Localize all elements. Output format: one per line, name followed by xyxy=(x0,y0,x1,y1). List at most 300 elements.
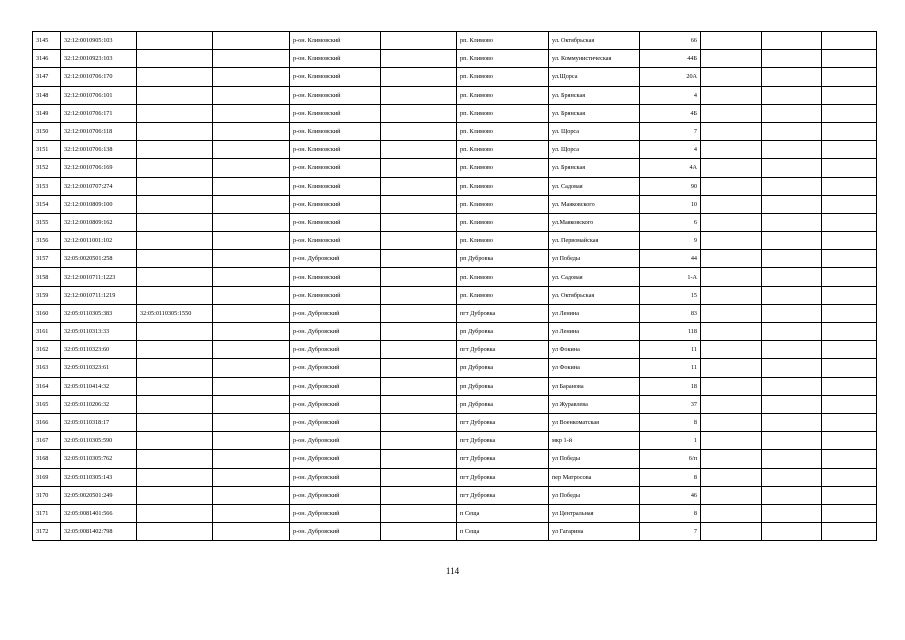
house-number-cell: 7 xyxy=(640,523,701,541)
house-number-cell: 1-А xyxy=(640,268,701,286)
empty-cell xyxy=(701,159,762,177)
house-number-cell: 66 xyxy=(640,32,701,50)
cadastral-number-cell: 32:12:0010905:103 xyxy=(61,32,137,50)
district-cell: р-он. Дубровский xyxy=(290,504,381,522)
street-cell: ул. Октябрьская xyxy=(549,286,640,304)
parent-cadastral-number-cell xyxy=(137,159,213,177)
row-number-cell: 3146 xyxy=(33,50,61,68)
house-number-cell: 15 xyxy=(640,286,701,304)
parent-cadastral-number-cell xyxy=(137,195,213,213)
cadastral-number-cell: 32:05:0020501:258 xyxy=(61,250,137,268)
parent-cadastral-number-cell xyxy=(137,213,213,231)
empty-cell xyxy=(822,286,877,304)
row-number-cell: 3154 xyxy=(33,195,61,213)
row-number-cell: 3164 xyxy=(33,377,61,395)
table-row xyxy=(33,395,877,413)
district-cell: р-он. Климовский xyxy=(290,104,381,122)
street-cell: ул Баранова xyxy=(549,377,640,395)
empty-cell xyxy=(701,195,762,213)
row-number-cell: 3165 xyxy=(33,395,61,413)
district-cell: р-он. Климовский xyxy=(290,32,381,50)
row-number-cell: 3170 xyxy=(33,486,61,504)
empty-cell xyxy=(822,141,877,159)
empty-cell xyxy=(213,341,290,359)
empty-cell xyxy=(762,432,822,450)
settlement-cell: рп. Климово xyxy=(457,177,549,195)
settlement-cell: пгт Дубровка xyxy=(457,450,549,468)
cadastral-number-cell: 32:05:0081402:798 xyxy=(61,523,137,541)
house-number-cell: 6 xyxy=(640,213,701,231)
empty-cell xyxy=(381,141,457,159)
cadastral-number-cell: 32:05:0110323:60 xyxy=(61,341,137,359)
empty-cell xyxy=(381,68,457,86)
row-number-cell: 3155 xyxy=(33,213,61,231)
empty-cell xyxy=(701,232,762,250)
settlement-cell: рп. Климово xyxy=(457,50,549,68)
house-number-cell: 83 xyxy=(640,304,701,322)
empty-cell xyxy=(213,104,290,122)
street-cell: ул Победы xyxy=(549,450,640,468)
street-cell: ул Журавлева xyxy=(549,395,640,413)
empty-cell xyxy=(701,377,762,395)
row-number-cell: 3151 xyxy=(33,141,61,159)
table-row xyxy=(33,159,877,177)
empty-cell xyxy=(762,141,822,159)
settlement-cell: рп. Климово xyxy=(457,86,549,104)
empty-cell xyxy=(381,250,457,268)
district-cell: р-он. Дубровский xyxy=(290,523,381,541)
empty-cell xyxy=(381,50,457,68)
empty-cell xyxy=(213,68,290,86)
parent-cadastral-number-cell xyxy=(137,523,213,541)
settlement-cell: рп. Климово xyxy=(457,268,549,286)
table-row xyxy=(33,68,877,86)
settlement-cell: рп. Климово xyxy=(457,141,549,159)
parent-cadastral-number-cell xyxy=(137,86,213,104)
house-number-cell: 4 xyxy=(640,141,701,159)
empty-cell xyxy=(381,159,457,177)
parent-cadastral-number-cell xyxy=(137,413,213,431)
district-cell: р-он. Дубровский xyxy=(290,468,381,486)
district-cell: р-он. Дубровский xyxy=(290,304,381,322)
empty-cell xyxy=(381,122,457,140)
empty-cell xyxy=(762,122,822,140)
house-number-cell: 44 xyxy=(640,250,701,268)
empty-cell xyxy=(701,50,762,68)
row-number-cell: 3171 xyxy=(33,504,61,522)
page-number: 114 xyxy=(445,566,460,576)
street-cell: ул. Маяковского xyxy=(549,195,640,213)
district-cell: р-он. Климовский xyxy=(290,177,381,195)
empty-cell xyxy=(822,268,877,286)
district-cell: р-он. Дубровский xyxy=(290,486,381,504)
table-row xyxy=(33,141,877,159)
empty-cell xyxy=(701,286,762,304)
empty-cell xyxy=(822,359,877,377)
empty-cell xyxy=(701,268,762,286)
table-row xyxy=(33,432,877,450)
empty-cell xyxy=(701,304,762,322)
empty-cell xyxy=(762,377,822,395)
settlement-cell: пгт Дубровка xyxy=(457,486,549,504)
empty-cell xyxy=(213,141,290,159)
empty-cell xyxy=(822,395,877,413)
empty-cell xyxy=(701,341,762,359)
empty-cell xyxy=(381,104,457,122)
empty-cell xyxy=(701,104,762,122)
empty-cell xyxy=(762,50,822,68)
district-cell: р-он. Дубровский xyxy=(290,413,381,431)
settlement-cell: пгт Дубровка xyxy=(457,304,549,322)
empty-cell xyxy=(762,232,822,250)
empty-cell xyxy=(822,304,877,322)
empty-cell xyxy=(381,450,457,468)
empty-cell xyxy=(213,286,290,304)
settlement-cell: п Сеща xyxy=(457,504,549,522)
settlement-cell: пгт Дубровка xyxy=(457,341,549,359)
empty-cell xyxy=(381,432,457,450)
table-row xyxy=(33,232,877,250)
empty-cell xyxy=(381,359,457,377)
empty-cell xyxy=(381,504,457,522)
empty-cell xyxy=(381,86,457,104)
street-cell: ул Центральная xyxy=(549,504,640,522)
cadastral-number-cell: 32:05:0110305:143 xyxy=(61,468,137,486)
row-number-cell: 3158 xyxy=(33,268,61,286)
house-number-cell: 18 xyxy=(640,377,701,395)
empty-cell xyxy=(213,377,290,395)
row-number-cell: 3172 xyxy=(33,523,61,541)
district-cell: р-он. Климовский xyxy=(290,141,381,159)
house-number-cell: 37 xyxy=(640,395,701,413)
cadastral-number-cell: 32:05:0110305:762 xyxy=(61,450,137,468)
empty-cell xyxy=(701,486,762,504)
parent-cadastral-number-cell xyxy=(137,250,213,268)
empty-cell xyxy=(762,468,822,486)
row-number-cell: 3145 xyxy=(33,32,61,50)
empty-cell xyxy=(822,250,877,268)
row-number-cell: 3162 xyxy=(33,341,61,359)
street-cell: ул. Брянская xyxy=(549,86,640,104)
empty-cell xyxy=(822,32,877,50)
table-row xyxy=(33,86,877,104)
house-number-cell: 8 xyxy=(640,468,701,486)
empty-cell xyxy=(762,86,822,104)
empty-cell xyxy=(701,323,762,341)
cadastral-number-cell: 32:05:0110206:32 xyxy=(61,395,137,413)
empty-cell xyxy=(762,32,822,50)
street-cell: ул Военкоматская xyxy=(549,413,640,431)
empty-cell xyxy=(701,450,762,468)
empty-cell xyxy=(213,86,290,104)
row-number-cell: 3152 xyxy=(33,159,61,177)
empty-cell xyxy=(701,177,762,195)
parent-cadastral-number-cell xyxy=(137,486,213,504)
empty-cell xyxy=(762,213,822,231)
settlement-cell: п Сеща xyxy=(457,523,549,541)
street-cell: ул Ленина xyxy=(549,323,640,341)
empty-cell xyxy=(701,468,762,486)
district-cell: р-он. Климовский xyxy=(290,159,381,177)
street-cell: ул.Маяковского xyxy=(549,213,640,231)
empty-cell xyxy=(822,504,877,522)
parent-cadastral-number-cell xyxy=(137,504,213,522)
settlement-cell: рп. Климово xyxy=(457,195,549,213)
district-cell: р-он. Дубровский xyxy=(290,359,381,377)
registry-table xyxy=(32,31,877,541)
empty-cell xyxy=(381,341,457,359)
house-number-cell: 118 xyxy=(640,323,701,341)
row-number-cell: 3167 xyxy=(33,432,61,450)
empty-cell xyxy=(822,377,877,395)
table-row xyxy=(33,523,877,541)
empty-cell xyxy=(822,177,877,195)
district-cell: р-он. Дубровский xyxy=(290,432,381,450)
empty-cell xyxy=(822,523,877,541)
empty-cell xyxy=(762,395,822,413)
street-cell: ул Гагарина xyxy=(549,523,640,541)
settlement-cell: рп. Климово xyxy=(457,104,549,122)
table-row xyxy=(33,32,877,50)
table-row xyxy=(33,177,877,195)
empty-cell xyxy=(762,195,822,213)
empty-cell xyxy=(381,413,457,431)
table-row xyxy=(33,122,877,140)
parent-cadastral-number-cell xyxy=(137,286,213,304)
empty-cell xyxy=(762,286,822,304)
row-number-cell: 3160 xyxy=(33,304,61,322)
house-number-cell: 8 xyxy=(640,413,701,431)
empty-cell xyxy=(822,232,877,250)
empty-cell xyxy=(381,268,457,286)
empty-cell xyxy=(213,413,290,431)
settlement-cell: рп. Климово xyxy=(457,68,549,86)
street-cell: ул Фокина xyxy=(549,359,640,377)
settlement-cell: пгт Дубровка xyxy=(457,432,549,450)
table-row xyxy=(33,104,877,122)
district-cell: р-он. Дубровский xyxy=(290,341,381,359)
settlement-cell: рп Дубровка xyxy=(457,377,549,395)
empty-cell xyxy=(213,122,290,140)
house-number-cell: 9 xyxy=(640,232,701,250)
empty-cell xyxy=(381,486,457,504)
empty-cell xyxy=(701,432,762,450)
empty-cell xyxy=(381,286,457,304)
table-row xyxy=(33,286,877,304)
table-row xyxy=(33,50,877,68)
settlement-cell: пгт Дубровка xyxy=(457,413,549,431)
table-row xyxy=(33,486,877,504)
empty-cell xyxy=(381,213,457,231)
row-number-cell: 3166 xyxy=(33,413,61,431)
empty-cell xyxy=(381,377,457,395)
parent-cadastral-number-cell xyxy=(137,141,213,159)
row-number-cell: 3163 xyxy=(33,359,61,377)
table-row xyxy=(33,323,877,341)
empty-cell xyxy=(822,341,877,359)
cadastral-number-cell: 32:12:0010711:1219 xyxy=(61,286,137,304)
district-cell: р-он. Климовский xyxy=(290,213,381,231)
district-cell: р-он. Дубровский xyxy=(290,450,381,468)
settlement-cell: рп. Климово xyxy=(457,213,549,231)
street-cell: ул. Коммунистическая xyxy=(549,50,640,68)
table-row xyxy=(33,341,877,359)
street-cell: пер Матросова xyxy=(549,468,640,486)
parent-cadastral-number-cell xyxy=(137,104,213,122)
empty-cell xyxy=(213,450,290,468)
empty-cell xyxy=(762,323,822,341)
empty-cell xyxy=(822,50,877,68)
empty-cell xyxy=(701,504,762,522)
district-cell: р-он. Климовский xyxy=(290,268,381,286)
house-number-cell: 11 xyxy=(640,341,701,359)
empty-cell xyxy=(213,504,290,522)
table-row xyxy=(33,413,877,431)
empty-cell xyxy=(822,432,877,450)
empty-cell xyxy=(822,413,877,431)
empty-cell xyxy=(762,250,822,268)
row-number-cell: 3148 xyxy=(33,86,61,104)
settlement-cell: рп. Климово xyxy=(457,32,549,50)
empty-cell xyxy=(762,450,822,468)
parent-cadastral-number-cell xyxy=(137,341,213,359)
empty-cell xyxy=(213,432,290,450)
empty-cell xyxy=(822,104,877,122)
table-row xyxy=(33,304,877,322)
parent-cadastral-number-cell xyxy=(137,450,213,468)
empty-cell xyxy=(213,32,290,50)
house-number-cell: 4 xyxy=(640,86,701,104)
table-row xyxy=(33,504,877,522)
row-number-cell: 3150 xyxy=(33,122,61,140)
parent-cadastral-number-cell xyxy=(137,122,213,140)
settlement-cell: рп Дубровка xyxy=(457,323,549,341)
street-cell: ул Фокина xyxy=(549,341,640,359)
empty-cell xyxy=(213,395,290,413)
house-number-cell: 44Б xyxy=(640,50,701,68)
empty-cell xyxy=(381,468,457,486)
parent-cadastral-number-cell xyxy=(137,268,213,286)
district-cell: р-он. Климовский xyxy=(290,122,381,140)
cadastral-number-cell: 32:12:0010706:101 xyxy=(61,86,137,104)
empty-cell xyxy=(822,213,877,231)
empty-cell xyxy=(762,486,822,504)
district-cell: р-он. Климовский xyxy=(290,195,381,213)
empty-cell xyxy=(213,268,290,286)
empty-cell xyxy=(213,250,290,268)
empty-cell xyxy=(762,177,822,195)
empty-cell xyxy=(701,359,762,377)
empty-cell xyxy=(381,195,457,213)
empty-cell xyxy=(762,359,822,377)
empty-cell xyxy=(762,523,822,541)
cadastral-number-cell: 32:05:0110305:383 xyxy=(61,304,137,322)
cadastral-number-cell: 32:05:0081401:566 xyxy=(61,504,137,522)
empty-cell xyxy=(213,486,290,504)
cadastral-number-cell: 32:05:0110323:61 xyxy=(61,359,137,377)
row-number-cell: 3149 xyxy=(33,104,61,122)
parent-cadastral-number-cell xyxy=(137,32,213,50)
street-cell: ул. Октябрьская xyxy=(549,32,640,50)
empty-cell xyxy=(213,468,290,486)
parent-cadastral-number-cell xyxy=(137,395,213,413)
cadastral-number-cell: 32:05:0110318:17 xyxy=(61,413,137,431)
row-number-cell: 3161 xyxy=(33,323,61,341)
district-cell: р-он. Дубровский xyxy=(290,395,381,413)
cadastral-number-cell: 32:05:0020501:249 xyxy=(61,486,137,504)
row-number-cell: 3169 xyxy=(33,468,61,486)
empty-cell xyxy=(822,195,877,213)
cadastral-number-cell: 32:12:0010706:169 xyxy=(61,159,137,177)
settlement-cell: пгт Дубровка xyxy=(457,468,549,486)
house-number-cell: 4А xyxy=(640,159,701,177)
parent-cadastral-number-cell xyxy=(137,377,213,395)
settlement-cell: рп. Климово xyxy=(457,159,549,177)
cadastral-number-cell: 32:05:0110414:32 xyxy=(61,377,137,395)
district-cell: р-он. Дубровский xyxy=(290,377,381,395)
district-cell: р-он. Дубровский xyxy=(290,250,381,268)
cadastral-number-cell: 32:12:0010706:170 xyxy=(61,68,137,86)
district-cell: р-он. Климовский xyxy=(290,86,381,104)
settlement-cell: рп Дубровка xyxy=(457,359,549,377)
empty-cell xyxy=(213,159,290,177)
house-number-cell: 20А xyxy=(640,68,701,86)
empty-cell xyxy=(701,413,762,431)
street-cell: ул. Брянская xyxy=(549,159,640,177)
street-cell: мкр 1-й xyxy=(549,432,640,450)
empty-cell xyxy=(213,177,290,195)
settlement-cell: рп Дубровка xyxy=(457,250,549,268)
table-row xyxy=(33,468,877,486)
empty-cell xyxy=(701,141,762,159)
cadastral-number-cell: 32:12:0010706:171 xyxy=(61,104,137,122)
table-row xyxy=(33,213,877,231)
parent-cadastral-number-cell xyxy=(137,359,213,377)
empty-cell xyxy=(701,32,762,50)
district-cell: р-он. Климовский xyxy=(290,232,381,250)
street-cell: ул. Щорса xyxy=(549,141,640,159)
cadastral-number-cell: 32:05:0110313:33 xyxy=(61,323,137,341)
empty-cell xyxy=(213,232,290,250)
district-cell: р-он. Дубровский xyxy=(290,323,381,341)
settlement-cell: рп. Климово xyxy=(457,122,549,140)
empty-cell xyxy=(701,68,762,86)
empty-cell xyxy=(822,68,877,86)
table-row xyxy=(33,450,877,468)
row-number-cell: 3157 xyxy=(33,250,61,268)
cadastral-number-cell: 32:12:0010707:274 xyxy=(61,177,137,195)
district-cell: р-он. Климовский xyxy=(290,286,381,304)
parent-cadastral-number-cell xyxy=(137,468,213,486)
street-cell: ул Победы xyxy=(549,486,640,504)
house-number-cell: 4Б xyxy=(640,104,701,122)
street-cell: ул. Щорса xyxy=(549,122,640,140)
empty-cell xyxy=(213,323,290,341)
parent-cadastral-number-cell xyxy=(137,50,213,68)
empty-cell xyxy=(213,359,290,377)
cadastral-number-cell: 32:12:0010706:118 xyxy=(61,122,137,140)
cadastral-number-cell: 32:12:0010809:100 xyxy=(61,195,137,213)
empty-cell xyxy=(213,195,290,213)
street-cell: ул Ленина xyxy=(549,304,640,322)
empty-cell xyxy=(822,323,877,341)
empty-cell xyxy=(822,86,877,104)
cadastral-number-cell: 32:12:0011001:102 xyxy=(61,232,137,250)
empty-cell xyxy=(381,304,457,322)
street-cell: ул. Садовая xyxy=(549,177,640,195)
district-cell: р-он. Климовский xyxy=(290,68,381,86)
empty-cell xyxy=(381,232,457,250)
